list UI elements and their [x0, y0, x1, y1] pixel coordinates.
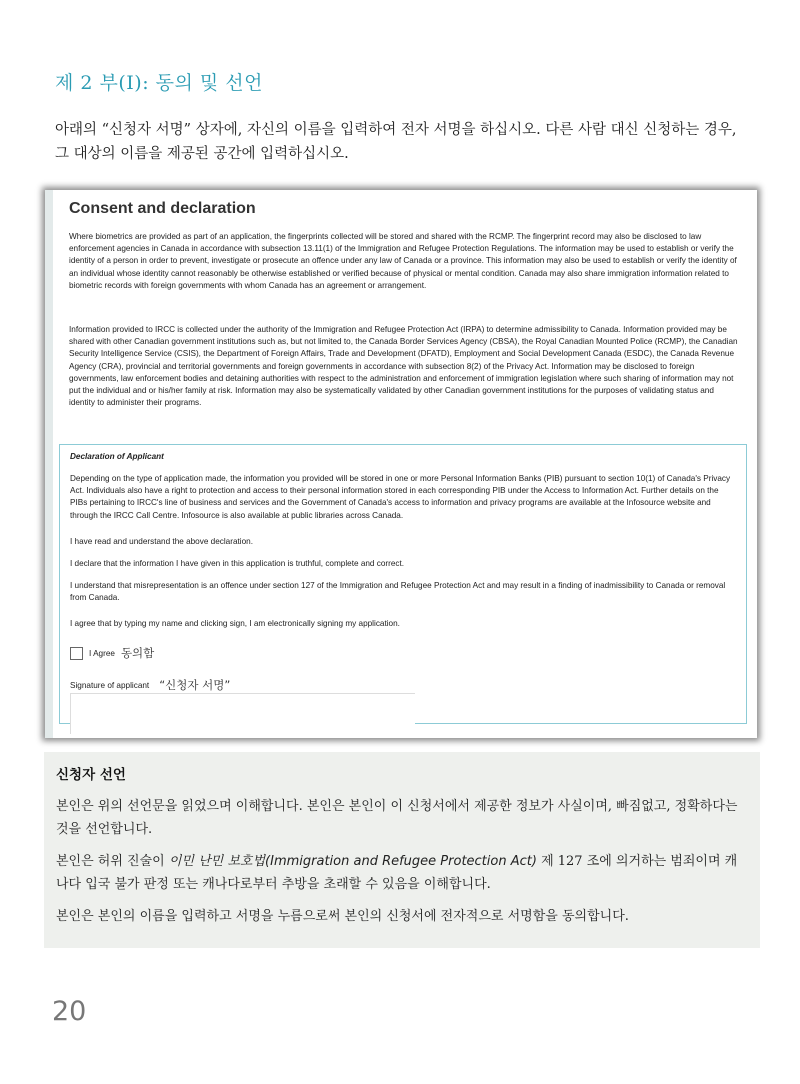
agree-label: I Agree	[89, 648, 115, 658]
declaration-truthful: I declare that the information I have given in this application is truthful, complete and correct.	[70, 559, 405, 568]
agree-label-korean: 동의함	[120, 646, 155, 660]
translation-law-name: 이민 난민 보호법(Immigration and Refugee Protection Act)	[168, 854, 537, 869]
intro-text: 아래의 “신청자 서명” 상자에, 자신의 이름을 입력하여 전자 서명을 하십시오. 다른 사람 대신 신청하는 경우, 그 대상의 이름을 제공된 공간에 입력하십시오.	[55, 122, 737, 162]
declaration-electronic-signing: I agree that by typing my name and clicking sign, I am electronically signing my application.	[70, 619, 400, 628]
signature-label: Signature of applicant	[70, 680, 150, 690]
declaration-read-understand: I have read and understand the above declaration.	[70, 537, 253, 546]
declaration-misrepresentation: I understand that misrepresentation is an offence under section 127 of the Immigration and Refugee Protection Act and may result in a finding of inadmissibility to Canada or removal from Canada.	[70, 581, 726, 603]
biometrics-paragraph: Where biometrics are provided as part of an application, the fingerprints collected will be stored and shared with the RCMP. The fingerprint record may also be disclosed to law enforcement agencies in Canada in accordance with subsection 13.11(1) of the Immigration and Refugee Protection Regulations. The information may be used to establish or verify the identity of a person in order to prevent, investigate or prosecute an offence under any law of Canada or a province. This information may also be used to establish or verify the identity of an individual whose identity cannot reasonably be otherwise established or verified because of physical or mental condition. Canada may also share immigration information related to biometric records with foreign governments with whom Canada has an agreement or arrangement.	[69, 232, 737, 290]
translation-p2-end: 제 127 조에 의거하는 범죄이며 캐나다 입국 불가 판정 또는 캐나다로부터 추방을 초래할 수 있음을 이해합니다.	[56, 854, 738, 892]
translation-paragraph-3: 본인은 본인의 이름을 입력하고 서명을 누름으로써 본인의 신청서에 전자적으로 서명함을 동의합니다.	[56, 909, 629, 924]
translation-paragraph-2	[56, 850, 746, 896]
form-heading: Consent and declaration	[69, 200, 256, 217]
form-screenshot	[45, 190, 757, 738]
section-title: 제 2 부(I): 동의 및 선언	[55, 72, 263, 94]
page-number: 20	[52, 996, 87, 1027]
translation-title: 신청자 선언	[56, 767, 126, 783]
agree-row	[70, 645, 154, 661]
agree-checkbox[interactable]	[70, 647, 83, 660]
ircc-information-paragraph: Information provided to IRCC is collected under the authority of the Immigration and Refugee Protection Act (IRPA) to determine admissibility to Canada. Information provided may be shared with other Canadian government institutions such as, but not limited to, the Canada Border Services Agency (CBSA), the Royal Canadian Mounted Police (RCMP), the Canadian Security Intelligence Service (CSIS), the Department of Foreign Affairs, Trade and Development (DFATD), Employment and Social Development Canada (ESDC), the Canada Revenue Agency (CRA), provincial and territorial governments and foreign governments in accordance with subsection 8(2) of the Privacy Act. Information may be disclosed to foreign governments, law enforcement bodies and detaining authorities with respect to the administration and enforcement of immigration legislation where such sharing of information may not put the individual and or his/her family at risk. Information may also be systematically validated by other Canadian government institutions for the purposes of validating status and identity to administer their programs.	[69, 325, 738, 408]
translation-p2-start: 본인은 허위 진술이	[56, 854, 169, 869]
signature-label-korean: “신청자 서명”	[159, 678, 231, 692]
declaration-box	[59, 444, 747, 724]
signature-input[interactable]	[70, 693, 415, 734]
declaration-title: Declaration of Applicant	[70, 452, 164, 461]
translation-box	[44, 752, 760, 948]
signature-row	[70, 677, 230, 693]
translation-paragraph-1: 본인은 위의 선언문을 읽었으며 이해합니다. 본인은 본인이 이 신청서에서 제공한 정보가 사실이며, 빠짐없고, 정확하다는 것을 선언합니다.	[56, 799, 738, 837]
declaration-privacy-paragraph: Depending on the type of application made, the information you provided will be stored in one or more Personal Information Banks (PIB) pursuant to section 10(1) of Canada's Privacy Act. Individuals also have a right to protection and access to their personal information stored in each corresponding PIB under the Access to Information Act. Further details on the PIBs pertaining to IRCC's line of business and services and the Government of Canada's access to information and privacy programs are available at the Infosource website and through the IRCC Call Centre. Infosource is also available at public libraries across Canada.	[70, 474, 731, 520]
